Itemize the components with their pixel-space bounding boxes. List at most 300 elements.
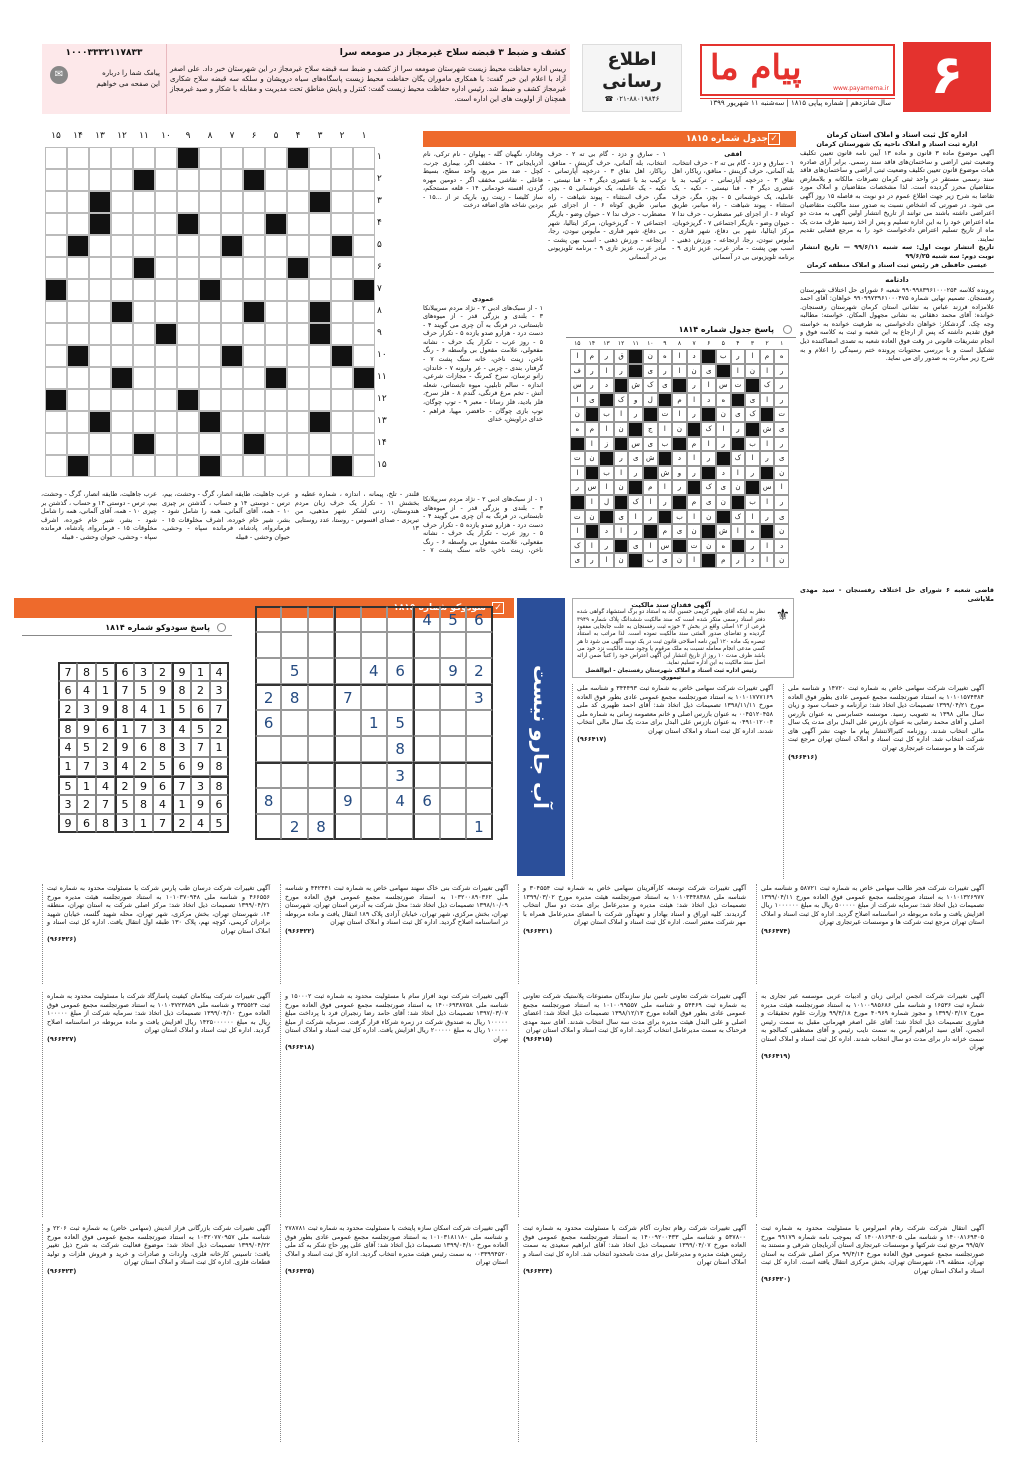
crossword-cell[interactable]	[177, 323, 199, 345]
crossword-cell[interactable]	[221, 169, 243, 191]
sudoku-cell[interactable]	[281, 710, 307, 736]
crossword-cell[interactable]	[133, 301, 155, 323]
crossword-cell[interactable]	[133, 389, 155, 411]
crossword-cell[interactable]	[243, 257, 265, 279]
crossword-cell[interactable]	[177, 411, 199, 433]
crossword-cell[interactable]	[243, 235, 265, 257]
crossword-cell[interactable]	[45, 213, 67, 235]
answer-black-cell	[701, 407, 716, 422]
crossword-cell[interactable]	[155, 279, 177, 301]
crossword-cell[interactable]	[265, 433, 287, 455]
crossword-cell[interactable]	[89, 367, 111, 389]
crossword-cell[interactable]	[45, 455, 67, 477]
answer-cell: م	[672, 393, 687, 408]
answer-cell: ر	[731, 422, 746, 437]
sudoku-cell[interactable]	[281, 788, 307, 814]
crossword-cell[interactable]	[133, 345, 155, 367]
crossword-cell[interactable]	[353, 323, 375, 345]
lost-sign: رئیس اداره ثبت اسناد و املاک شهرستان رفسنجان - ابوالفضل تیموری	[585, 667, 757, 681]
crossword-cell[interactable]	[45, 191, 67, 213]
crossword-cell[interactable]	[309, 279, 331, 301]
crossword-cell[interactable]	[287, 345, 309, 367]
sudoku-cell[interactable]	[440, 710, 466, 736]
crossword-cell[interactable]	[243, 367, 265, 389]
sudoku-cell[interactable]	[281, 762, 307, 788]
sudoku-cell: 6	[387, 658, 413, 684]
sudoku-cell[interactable]	[361, 632, 387, 658]
crossword-cell[interactable]	[67, 191, 89, 213]
crossword-cell[interactable]	[243, 323, 265, 345]
sudoku-cell[interactable]	[334, 606, 360, 632]
crossword-cell[interactable]	[155, 235, 177, 257]
answer-black-cell	[687, 480, 702, 495]
ad-text: آگهی تغییرات شرکت فجر طالب سهامی خاص به شماره ثبت ۵۸۷۲۱ و شناسه ملی ۱۰۱۰۱۳۲۶۹۷۷ به استناد صورتجلسه مجمع عمومی فوق العاده مورخ ۱۳۹۹/۰۴/۱۱ تصمیمات ذیل اتخاذ شد: سرمایه شرکت از مبلغ ۵۰۰۰۰۰ ریال به مبلغ ۱۰۰۰۰۰۰ ریال افزایش یافت و ماده مربوطه در اساسنامه اصلاح گردید. اداره کل ثبت اسناد و املاک استان تهران مرجع ثبت شرکت ها و موسسات غیرتجاری تهران	[761, 884, 985, 927]
crossword-cell[interactable]	[199, 213, 221, 235]
crossword-cell[interactable]	[89, 323, 111, 345]
crossword-cell[interactable]	[177, 301, 199, 323]
crossword-cell[interactable]	[199, 169, 221, 191]
crossword-cell	[309, 191, 331, 213]
crossword-cell[interactable]	[67, 147, 89, 169]
crossword-cell[interactable]	[45, 323, 67, 345]
crossword-cell[interactable]	[133, 455, 155, 477]
answer-cell: ر	[658, 364, 673, 379]
crossword-cell[interactable]	[133, 147, 155, 169]
crossword-cell[interactable]	[67, 367, 89, 389]
crossword-cell[interactable]	[309, 257, 331, 279]
crossword-cell[interactable]	[155, 389, 177, 411]
crossword-cell[interactable]	[177, 433, 199, 455]
crossword-cell[interactable]	[67, 323, 89, 345]
sudoku-solution-cell: 9	[58, 814, 77, 833]
sms-icon: ✉	[50, 66, 68, 84]
crossword-cell[interactable]	[243, 191, 265, 213]
crossword-cell[interactable]	[177, 279, 199, 301]
crossword-cell[interactable]	[243, 279, 265, 301]
crossword-cell[interactable]	[331, 301, 353, 323]
crossword-cell[interactable]	[221, 213, 243, 235]
crossword-cell[interactable]	[199, 389, 221, 411]
crossword-cell[interactable]	[155, 367, 177, 389]
crossword-cell[interactable]	[67, 279, 89, 301]
crossword-cell[interactable]	[287, 433, 309, 455]
sudoku-cell[interactable]	[308, 788, 334, 814]
answer-col-number: ۹	[663, 340, 667, 347]
crossword-cell[interactable]	[111, 235, 133, 257]
crossword-cell[interactable]	[331, 169, 353, 191]
crossword-cell[interactable]	[331, 433, 353, 455]
crossword-cell[interactable]	[243, 411, 265, 433]
crossword-cell[interactable]	[133, 411, 155, 433]
crossword-cell[interactable]	[287, 367, 309, 389]
sudoku-cell: 8	[281, 684, 307, 710]
crossword-cell[interactable]	[353, 301, 375, 323]
crossword-cell[interactable]	[45, 411, 67, 433]
sudoku-cell[interactable]	[413, 632, 439, 658]
crossword-cell[interactable]	[177, 169, 199, 191]
sudoku-cell[interactable]	[413, 658, 439, 684]
crossword-cell[interactable]	[111, 257, 133, 279]
crossword-cell[interactable]	[45, 433, 67, 455]
sudoku-cell[interactable]	[334, 632, 360, 658]
ad-code: (۹۶۶۴۱۷)	[577, 735, 607, 744]
sudoku-cell[interactable]	[308, 632, 334, 658]
crossword-cell[interactable]	[111, 433, 133, 455]
crossword-cell[interactable]	[177, 345, 199, 367]
crossword-cell[interactable]	[265, 389, 287, 411]
crossword-cell[interactable]	[331, 191, 353, 213]
crossword-cell[interactable]	[331, 257, 353, 279]
row-number: ۳	[377, 196, 382, 206]
crossword-cell[interactable]	[133, 213, 155, 235]
sudoku-cell[interactable]	[255, 658, 281, 684]
answer-cell: د	[716, 466, 731, 481]
crossword-cell[interactable]	[199, 147, 221, 169]
crossword-cell[interactable]	[353, 147, 375, 169]
crossword-cell[interactable]	[265, 191, 287, 213]
crossword-cell[interactable]	[265, 147, 287, 169]
crossword-cell[interactable]	[221, 411, 243, 433]
sudoku-cell[interactable]	[387, 684, 413, 710]
crossword-cell[interactable]	[133, 235, 155, 257]
sudoku-cell[interactable]	[281, 632, 307, 658]
sudoku-cell[interactable]	[413, 684, 439, 710]
crossword-cell[interactable]	[155, 169, 177, 191]
crossword-cell[interactable]	[331, 389, 353, 411]
sudoku-cell[interactable]	[361, 788, 387, 814]
crossword-cell[interactable]	[309, 433, 331, 455]
crossword-cell[interactable]	[111, 169, 133, 191]
crossword-cell[interactable]	[133, 323, 155, 345]
crossword-cell[interactable]	[199, 235, 221, 257]
horizontal-clues	[672, 150, 794, 320]
crossword-cell[interactable]	[221, 367, 243, 389]
sudoku-cell[interactable]	[308, 684, 334, 710]
crossword-cell[interactable]	[89, 169, 111, 191]
crossword-cell[interactable]	[331, 411, 353, 433]
crossword-cell[interactable]	[199, 323, 221, 345]
crossword-cell[interactable]	[111, 323, 133, 345]
crossword-cell[interactable]	[265, 411, 287, 433]
sudoku-cell[interactable]	[440, 684, 466, 710]
sudoku-cell[interactable]	[308, 710, 334, 736]
crossword-cell	[111, 367, 133, 389]
crossword-cell[interactable]	[309, 235, 331, 257]
crossword-cell[interactable]	[111, 213, 133, 235]
crossword-cell[interactable]	[111, 279, 133, 301]
sudoku-cell[interactable]	[413, 814, 439, 840]
sudoku-cell: 4	[413, 606, 439, 632]
crossword-cell[interactable]	[45, 147, 67, 169]
answer-cell: ر	[774, 378, 789, 393]
crossword-cell[interactable]	[155, 191, 177, 213]
crossword-cell[interactable]	[111, 345, 133, 367]
sudoku-cell[interactable]	[361, 762, 387, 788]
sudoku-cell[interactable]	[466, 788, 492, 814]
sudoku-cell[interactable]	[334, 814, 360, 840]
crossword-cell[interactable]	[353, 455, 375, 477]
sudoku-cell[interactable]	[466, 710, 492, 736]
col-number: ۱۳	[95, 131, 105, 141]
sudoku-cell[interactable]	[387, 606, 413, 632]
crossword-cell[interactable]	[111, 191, 133, 213]
crossword-cell[interactable]	[155, 257, 177, 279]
sudoku-solution-cell: 2	[77, 795, 96, 814]
crossword-cell[interactable]	[89, 433, 111, 455]
answer-cell: ت	[570, 510, 585, 525]
crossword-cell[interactable]	[353, 389, 375, 411]
crossword-cell[interactable]	[155, 433, 177, 455]
sudoku-cell[interactable]	[334, 762, 360, 788]
crossword-cell[interactable]	[89, 279, 111, 301]
crossword-cell[interactable]	[265, 323, 287, 345]
crossword-cell[interactable]	[155, 345, 177, 367]
sudoku-solution-cell: 6	[210, 795, 229, 814]
crossword-cell[interactable]	[287, 455, 309, 477]
crossword-cell[interactable]	[67, 213, 89, 235]
sudoku-cell[interactable]	[466, 632, 492, 658]
emblem-icon: ⚜	[775, 605, 790, 624]
crossword-cell[interactable]	[353, 345, 375, 367]
sudoku-cell[interactable]	[440, 736, 466, 762]
crossword-cell[interactable]	[221, 191, 243, 213]
crossword-cell[interactable]	[265, 301, 287, 323]
answer-black-cell	[760, 407, 775, 422]
crossword-cell[interactable]	[199, 433, 221, 455]
answer-black-cell	[628, 480, 643, 495]
crossword-cell[interactable]	[45, 367, 67, 389]
crossword-cell[interactable]	[155, 411, 177, 433]
crossword-cell[interactable]	[265, 169, 287, 191]
crossword-cell[interactable]	[265, 455, 287, 477]
crossword-cell[interactable]	[89, 345, 111, 367]
sudoku-cell[interactable]	[387, 632, 413, 658]
check-icon: ✓	[492, 602, 504, 614]
crossword-cell[interactable]	[221, 455, 243, 477]
crossword-cell[interactable]	[309, 367, 331, 389]
crossword-cell[interactable]	[221, 323, 243, 345]
crossword-cell[interactable]	[243, 147, 265, 169]
answer-cell: ن	[687, 524, 702, 539]
crossword-cell[interactable]	[243, 389, 265, 411]
crossword-cell[interactable]	[133, 367, 155, 389]
crossword-cell[interactable]	[353, 169, 375, 191]
crossword-cell[interactable]	[177, 235, 199, 257]
crossword-cell[interactable]	[353, 213, 375, 235]
crossword-cell[interactable]	[89, 147, 111, 169]
sudoku-cell[interactable]	[308, 658, 334, 684]
crossword-cell[interactable]	[331, 213, 353, 235]
sudoku-cell[interactable]	[255, 632, 281, 658]
crossword-cell[interactable]	[287, 191, 309, 213]
sudoku-solution-cell: 4	[153, 795, 172, 814]
crossword-header	[423, 131, 796, 147]
crossword-cell[interactable]	[265, 279, 287, 301]
crossword-grid[interactable]	[41, 131, 407, 481]
answer-cell: ا	[599, 480, 614, 495]
ad-code: (۹۶۶۴۱۸)	[285, 1043, 315, 1052]
crossword-cell[interactable]	[89, 301, 111, 323]
crossword-cell[interactable]	[221, 279, 243, 301]
crossword-cell[interactable]	[67, 301, 89, 323]
sudoku-cell[interactable]	[440, 632, 466, 658]
crossword-cell[interactable]	[331, 367, 353, 389]
crossword-cell[interactable]	[111, 389, 133, 411]
row-number: ۱۰	[377, 350, 387, 360]
crossword-cell[interactable]	[199, 191, 221, 213]
crossword-cell[interactable]	[287, 213, 309, 235]
crossword-cell[interactable]	[89, 235, 111, 257]
sudoku-cell[interactable]	[440, 788, 466, 814]
crossword-cell[interactable]	[67, 433, 89, 455]
sudoku-cell: 9	[334, 788, 360, 814]
sudoku-cell[interactable]	[361, 684, 387, 710]
crossword-cell[interactable]	[67, 411, 89, 433]
answer-cell: ا	[570, 466, 585, 481]
crossword-cell[interactable]	[133, 191, 155, 213]
sudoku-cell[interactable]	[361, 606, 387, 632]
answer-black-cell	[585, 466, 600, 481]
crossword-cell[interactable]	[353, 411, 375, 433]
sudoku-cell[interactable]	[255, 762, 281, 788]
crossword-cell[interactable]	[287, 169, 309, 191]
crossword-cell[interactable]	[353, 433, 375, 455]
crossword-cell[interactable]	[199, 367, 221, 389]
sudoku-cell[interactable]	[440, 814, 466, 840]
sudoku-cell[interactable]	[334, 710, 360, 736]
crossword-cell[interactable]	[111, 411, 133, 433]
crossword-cell[interactable]	[287, 301, 309, 323]
crossword-cell[interactable]	[309, 147, 331, 169]
crossword-cell[interactable]	[287, 235, 309, 257]
crossword-cell[interactable]	[45, 169, 67, 191]
crossword-cell[interactable]	[309, 455, 331, 477]
crossword-cell[interactable]	[287, 279, 309, 301]
sudoku-cell: 8	[387, 736, 413, 762]
sudoku-cell[interactable]	[281, 736, 307, 762]
crossword-cell[interactable]	[265, 235, 287, 257]
crossword-cell[interactable]	[309, 213, 331, 235]
sudoku-cell[interactable]	[281, 606, 307, 632]
crossword-cell[interactable]	[287, 323, 309, 345]
sudoku-cell[interactable]	[308, 762, 334, 788]
sudoku-cell[interactable]	[413, 710, 439, 736]
crossword-cell[interactable]	[45, 257, 67, 279]
lost-title: آگهی فقدان سند مالکیت	[631, 601, 711, 609]
crossword-cell[interactable]	[309, 169, 331, 191]
sudoku-cell[interactable]	[466, 762, 492, 788]
crossword-cell[interactable]	[111, 455, 133, 477]
answer-col-number: ۵	[721, 340, 725, 347]
crossword-cell[interactable]	[331, 279, 353, 301]
sudoku-solution-cell: 9	[115, 738, 134, 757]
sudoku-cell[interactable]	[255, 606, 281, 632]
crossword-cell[interactable]	[177, 367, 199, 389]
crossword-cell[interactable]	[221, 389, 243, 411]
crossword-cell[interactable]	[221, 433, 243, 455]
sudoku-cell: 2	[466, 658, 492, 684]
crossword-cell[interactable]	[111, 147, 133, 169]
answer-cell: و	[628, 393, 643, 408]
crossword-cell[interactable]	[287, 389, 309, 411]
crossword-cell[interactable]	[67, 257, 89, 279]
crossword-cell[interactable]	[309, 389, 331, 411]
crossword-cell[interactable]	[353, 235, 375, 257]
crossword-cell[interactable]	[331, 323, 353, 345]
answer-cell: ی	[658, 553, 673, 568]
crossword-cell[interactable]	[155, 455, 177, 477]
sudoku-cell[interactable]	[308, 606, 334, 632]
crossword-cell[interactable]	[287, 411, 309, 433]
sudoku-cell[interactable]	[334, 736, 360, 762]
crossword-cell[interactable]	[67, 389, 89, 411]
crossword-cell[interactable]	[309, 345, 331, 367]
crossword-cell[interactable]	[155, 301, 177, 323]
crossword-cell[interactable]	[265, 257, 287, 279]
crossword-cell	[89, 411, 111, 433]
crossword-cell[interactable]	[67, 169, 89, 191]
sudoku-cell[interactable]	[413, 736, 439, 762]
newspaper-logo[interactable]	[700, 44, 895, 96]
crossword-cell[interactable]	[133, 279, 155, 301]
crossword-cell[interactable]	[265, 345, 287, 367]
sudoku-cell[interactable]	[440, 762, 466, 788]
sudoku-cell[interactable]	[255, 736, 281, 762]
crossword-cell[interactable]	[353, 257, 375, 279]
crossword-cell[interactable]	[243, 345, 265, 367]
sudoku-cell[interactable]	[361, 736, 387, 762]
crossword-cell[interactable]	[45, 345, 67, 367]
sudoku-solution-cell: 4	[115, 757, 134, 776]
sudoku-cell[interactable]	[308, 736, 334, 762]
crossword-cell[interactable]	[45, 301, 67, 323]
crossword-cell[interactable]	[243, 213, 265, 235]
sudoku-solution-cell: 3	[58, 795, 77, 814]
crossword-cell[interactable]	[177, 257, 199, 279]
crossword-cell[interactable]	[155, 213, 177, 235]
crossword-cell	[243, 301, 265, 323]
sudoku-cell[interactable]	[413, 762, 439, 788]
sudoku-cell[interactable]	[361, 814, 387, 840]
crossword-cell[interactable]	[177, 455, 199, 477]
sudoku-grid[interactable]	[255, 606, 493, 840]
sudoku-cell[interactable]	[255, 814, 281, 840]
crossword-cell[interactable]	[199, 257, 221, 279]
crossword-cell[interactable]	[177, 191, 199, 213]
crossword-cell[interactable]	[89, 389, 111, 411]
crossword-cell[interactable]	[243, 455, 265, 477]
crossword-cell	[67, 235, 89, 257]
crossword-cell[interactable]	[155, 147, 177, 169]
classified-ad	[280, 884, 512, 984]
sudoku-cell[interactable]	[334, 658, 360, 684]
crossword-cell[interactable]	[45, 235, 67, 257]
crossword-cell[interactable]	[221, 301, 243, 323]
crossword-cell[interactable]	[199, 345, 221, 367]
sudoku-cell[interactable]	[466, 736, 492, 762]
crossword-cell[interactable]	[353, 191, 375, 213]
crossword-cell[interactable]	[331, 147, 353, 169]
crossword-cell[interactable]	[221, 257, 243, 279]
bottom-clues-b: عرب جاهلیت، طایفه انصار، گرگ - وحشت، بیم، ترس - دوستی ۱۴ و حساب ، گذشتن بر چیزی ۱۰ - همه، آقای آلمانی، همه را شامل شود - بشر، شیر خام خورده، اشرف مخلوقات ۱۵ - فرمانرواء، پادشاه، فرمانده سپاه - وحشی، حیوان وحشی - قبیله	[162, 490, 290, 541]
crossword-cell[interactable]	[221, 147, 243, 169]
crossword-cell[interactable]	[89, 455, 111, 477]
sudoku-cell: 6	[255, 710, 281, 736]
sudoku-cell[interactable]	[387, 814, 413, 840]
crossword-cell[interactable]	[199, 301, 221, 323]
crossword-cell[interactable]	[89, 257, 111, 279]
classified-ad	[518, 884, 750, 984]
